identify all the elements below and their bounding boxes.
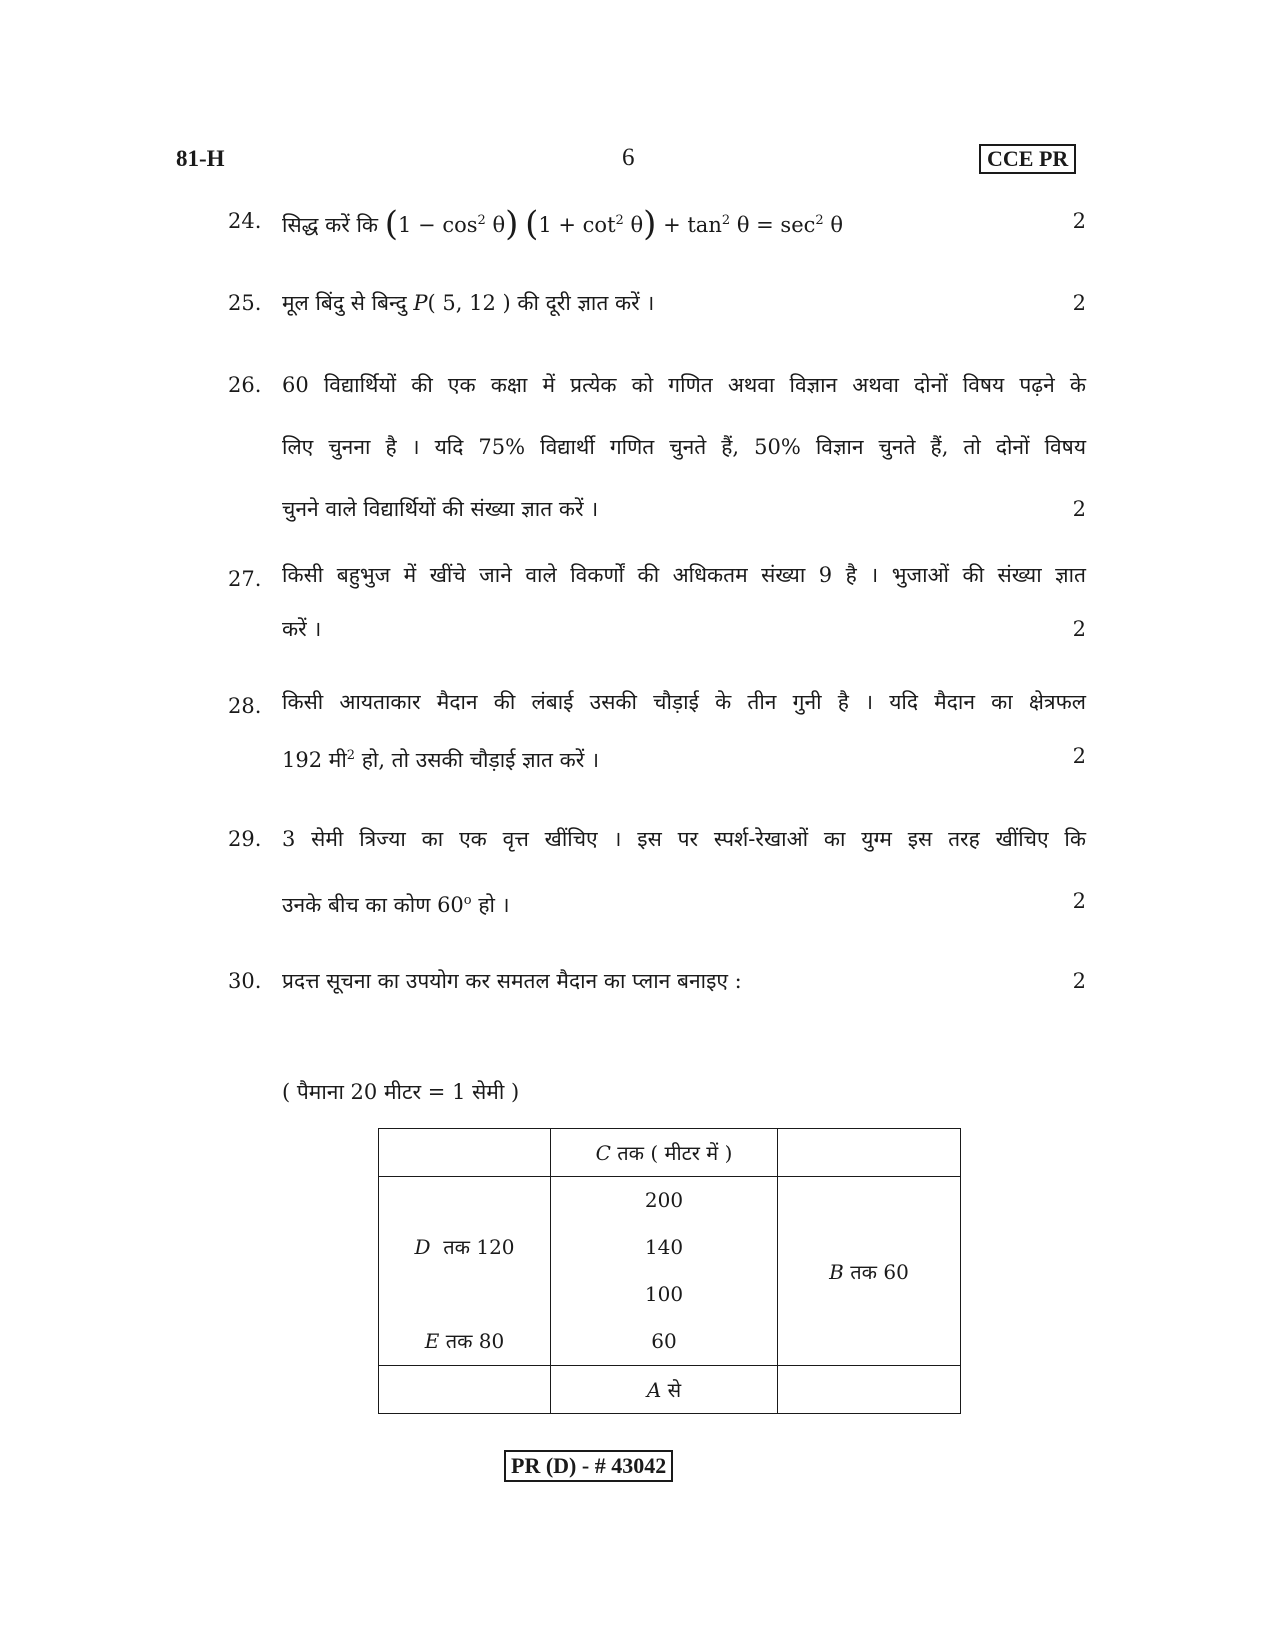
question-text-line: 192 मी$^2$ हो, तो उसकी चौड़ाई ज्ञात करें ।: [282, 748, 600, 772]
offset-d: D तक 120: [414, 1235, 515, 1259]
marks: 2: [1072, 617, 1086, 641]
field-plan-table: [378, 1128, 961, 1414]
right-offsets-cell: B तक 60: [778, 1177, 961, 1366]
marks: 2: [1072, 497, 1086, 521]
question-text-line: उनके बीच का कोण 60$^o$ हो ।: [282, 893, 510, 917]
question-29: [228, 808, 1086, 936]
chainage-cell: [551, 1177, 778, 1366]
chainage-value: 140: [644, 1235, 684, 1259]
marks: 2: [1072, 744, 1086, 768]
question-text: प्रदत्त सूचना का उपयोग कर समतल मैदान का प्लान बनाइए :: [282, 969, 742, 993]
question-text-line: करें ।: [282, 617, 322, 641]
question-text-line: 60 विद्यार्थियों की एक कक्षा में प्रत्येक को गणित अथवा विज्ञान अथवा दोनों विषय पढ़ने के: [282, 373, 1086, 397]
chainage-value: 100: [644, 1282, 684, 1306]
question-26: [228, 354, 1086, 540]
question-25: [228, 272, 1086, 334]
scale-note: ( पैमाना 20 मीटर = 1 सेमी ): [282, 1080, 520, 1104]
chainage-value: 60: [651, 1329, 677, 1353]
question-number: 27.: [228, 567, 262, 591]
question-number: 30.: [228, 969, 262, 993]
marks: 2: [1072, 969, 1086, 993]
marks: 2: [1072, 291, 1086, 315]
question-text: सिद्ध करें कि $(1 - \cos^2 \theta)$ $(1 + \cot^2 \theta) + \tan^2 \theta = \sec^2 \theta$: [282, 204, 844, 244]
table-footer-cell: A से: [551, 1366, 778, 1414]
table-cell: [379, 1129, 551, 1177]
question-27: [228, 548, 1086, 656]
question-text-line: चुनने वाले विद्यार्थियों की संख्या ज्ञात करें ।: [282, 497, 599, 521]
marks: 2: [1072, 889, 1086, 913]
marks: 2: [1072, 209, 1086, 233]
question-24: [228, 190, 1086, 256]
table-cell: [778, 1129, 961, 1177]
footer-code: PR (D) - # 43042: [504, 1450, 673, 1482]
table-cell: [778, 1366, 961, 1414]
question-30: [228, 950, 1086, 1012]
left-offsets-cell: [379, 1177, 551, 1366]
table-cell: [379, 1366, 551, 1414]
question-number: 25.: [228, 291, 262, 315]
question-text-line: 3 सेमी त्रिज्या का एक वृत्त खींचिए । इस पर स्पर्श-रेखाओं का युग्म इस तरह खींचिए कि: [282, 827, 1086, 851]
question-text-line: किसी बहुभुज में खींचे जाने वाले विकर्णों की अधिकतम संख्या 9 है । भुजाओं की संख्या ज्ञात: [282, 563, 1086, 587]
question-number: 29.: [228, 827, 262, 851]
offset-e: E तक 80: [424, 1329, 505, 1353]
question-text-line: किसी आयताकार मैदान की लंबाई उसकी चौड़ाई के तीन गुनी है । यदि मैदान का क्षेत्रफल: [282, 690, 1086, 714]
paper-code: 81-H: [176, 146, 225, 171]
table-header-cell: C तक ( मीटर में ): [551, 1129, 778, 1177]
question-text: मूल बिंदु से बिन्दु P( 5, 12 ) की दूरी ज्ञात करें ।: [282, 291, 655, 315]
question-number: 26.: [228, 373, 262, 397]
question-28: [228, 675, 1086, 787]
question-number: 28.: [228, 694, 262, 718]
series-box: CCE PR: [979, 144, 1076, 174]
page-number: 6: [622, 144, 635, 171]
chainage-value: 200: [644, 1188, 684, 1212]
question-number: 24.: [228, 209, 262, 233]
question-text-line: लिए चुनना है । यदि 75% विद्यार्थी गणित चुनते हैं, 50% विज्ञान चुनते हैं, तो दोनों विषय: [282, 435, 1086, 459]
